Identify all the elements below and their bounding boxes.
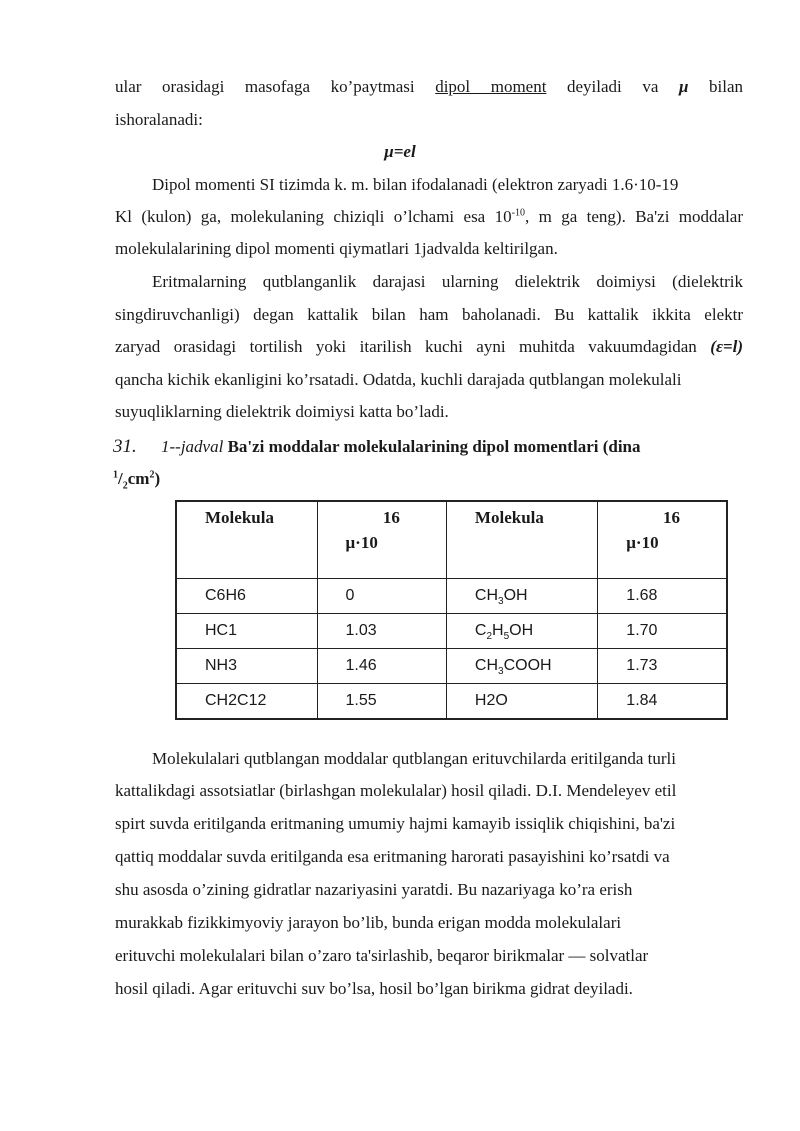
mu-symbol: μ	[678, 77, 689, 96]
caption-label: 1--jadval	[161, 437, 224, 456]
molecule-cell: CH2C12	[176, 684, 317, 720]
paragraph-line: qattiq moddalar suvda eritilganda esa eritmaning harorati pasayishini ko’rsatdi va	[115, 847, 670, 866]
paragraph-line: ishoralanadi:	[115, 110, 203, 129]
paragraph-line: suyuqliklarning dielektrik doimiysi katta bo’ladi.	[115, 402, 449, 421]
molecule-cell: H2O	[446, 684, 597, 720]
header-mu: 16 μ·10	[317, 501, 446, 579]
value-cell: 1.70	[598, 614, 727, 649]
dipol-moment-term: dipol moment	[435, 77, 547, 96]
paragraph-line: Molekulalari qutblangan moddalar qutblangan erituvchilarda eritilganda turli	[152, 749, 676, 768]
table-row	[176, 579, 727, 614]
paragraph-line: qancha kichik ekanligini ko’rsatadi. Odatda, kuchli darajada qutblangan molekulali	[115, 370, 682, 389]
value-cell: 1.46	[317, 649, 446, 684]
paragraph-line: shu asosda o’zining gidratlar nazariyasini yaratdi. Bu nazariyaga ko’ra erish	[115, 880, 633, 899]
header-molekula: Molekula	[176, 501, 317, 579]
molecule-cell: C6H6	[176, 579, 317, 614]
paragraph-line: erituvchi molekulalari bilan o’zaro ta'sirlashib, beqaror birikmalar — solvatlar	[115, 946, 649, 965]
paragraph-line: murakkab fizikkimyoviy jarayon bo’lib, bunda erigan modda molekulalari	[115, 913, 622, 932]
paragraph-line: Kl (kulon) ga, molekulaning chiziqli o’lchami esa $10^{-10}$, m ga teng). Ba'zi moddalar	[115, 207, 743, 226]
value-cell: 1.73	[598, 649, 727, 684]
paragraph-line: kattalikdagi assotsiatlar (birlashgan molekulalar) hosil qiladi. D.I. Mendeleyev etil	[115, 781, 677, 800]
table-row	[176, 614, 727, 649]
molecule-cell: NH3	[176, 649, 317, 684]
molecule-cell: HC1	[176, 614, 317, 649]
molecule-cell: $CH_3COOH$	[446, 649, 597, 684]
caption-unit: $^1/_2cm^2$)	[113, 469, 161, 492]
header-molekula: Molekula	[446, 501, 597, 579]
value-cell: 1.55	[317, 684, 446, 720]
paragraph-line: singdiruvchanligi) degan kattalik bilan ham baholanadi. Bu kattalik ikkita elektr	[115, 305, 743, 324]
table-row	[176, 684, 727, 720]
paragraph-line: Dipol momenti SI tizimda k. m. bilan ifodalanadi (elektron zaryadi 1.6·10-19	[152, 175, 679, 194]
paragraph-line: molekulalarining dipol momenti qiymatlari 1jadvalda keltirilgan.	[115, 239, 558, 258]
table-caption	[113, 435, 753, 459]
table-header-row	[176, 501, 727, 579]
dipole-moment-table	[175, 500, 728, 720]
value-cell: 1.03	[317, 614, 446, 649]
formula: μ=el	[384, 142, 416, 161]
value-cell: 0	[317, 579, 446, 614]
paragraph-line: zaryad orasidagi tortilish yoki itarilish kuchi ayni muhitda vakuumdagidan (ε=l)	[115, 337, 743, 356]
paragraph-line: ular orasidagi masofaga ko’paytmasi dipol moment deyiladi va μ bilan	[115, 77, 743, 96]
paragraph-line: hosil qiladi. Agar erituvchi suv bo’lsa, hosil bo’lgan birikma gidrat deyiladi.	[115, 979, 633, 998]
caption-number: 31.	[113, 436, 137, 457]
table-row	[176, 649, 727, 684]
epsilon-formula: (ε=l)	[710, 337, 743, 356]
value-cell: 1.84	[598, 684, 727, 720]
caption-title: Ba'zi moddalar molekulalarining dipol momentlari (dina	[227, 437, 641, 456]
molecule-cell: $C_2H_5OH$	[446, 614, 597, 649]
paragraph-line: Eritmalarning qutblanganlik darajasi ularning dielektrik doimiysi (dielektrik	[152, 272, 743, 291]
molecule-cell: $CH_3OH$	[446, 579, 597, 614]
header-mu: 16 μ·10	[598, 501, 727, 579]
paragraph-line: spirt suvda eritilganda eritmaning umumiy hajmi kamayib issiqlik chiqishini, ba'zi	[115, 814, 676, 833]
value-cell: 1.68	[598, 579, 727, 614]
